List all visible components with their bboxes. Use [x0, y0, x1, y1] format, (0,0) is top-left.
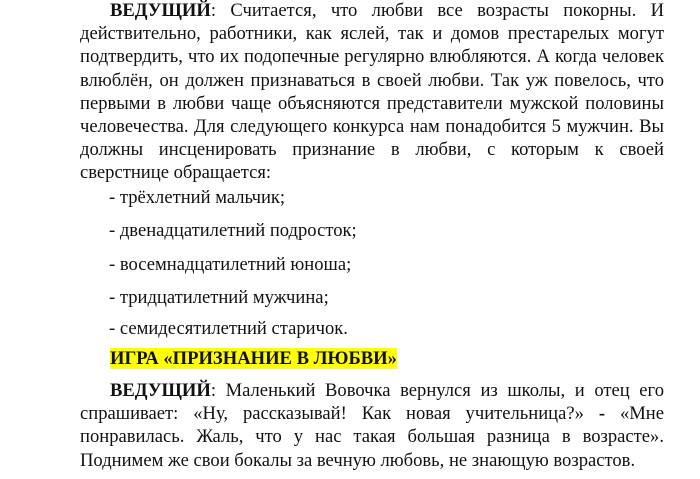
list-item: - семидесятилетний старичок. [109, 318, 348, 339]
paragraph-text: Считается, что любви все возрасты покорны. И действительно, работники, как яслей, так и домов престарелых могут подтвердить, что их подопечные регулярно влюбляются. А когда человек влюблён, он должен признаваться в своей любви. Так уж повелось, что первыми в любви чаще объясняются представители мужской половины человечества. Для следующего конкурса нам понадобится 5 мужчин. Вы должны инсценировать признание в любви, с которым к своей сверстнице обращается: [80, 0, 664, 184]
list-item: - трёхлетний мальчик; [109, 187, 286, 208]
speaker-colon: : [210, 380, 216, 401]
dialogue-dash: - [598, 403, 606, 425]
speaker-colon: : [210, 0, 216, 21]
highlighted-heading-text: ИГРА «ПРИЗНАНИЕ В ЛЮБВИ» [110, 348, 397, 369]
speaker-label: ВЕДУЩИЙ [110, 380, 211, 401]
paragraph-text: Маленький Вовочка вернулся из школы, и отец его спрашивает: «Ну, рассказывай! Как новая учительница?» [80, 380, 664, 425]
list-item: - двенадцатилетний подросток; [109, 220, 357, 241]
game-heading [110, 348, 397, 370]
host-paragraph-toast [80, 379, 664, 472]
paragraph-text: «Мне понравилась. Жаль, что у нас такая большая разница в возрасте». Поднимем же свои бокалы за вечную любовь, не знающую возрастов. [80, 403, 664, 471]
list-item: - восемнадцатилетний юноша; [109, 254, 352, 275]
host-paragraph-intro [80, 0, 664, 185]
list-item: - тридцатилетний мужчина; [109, 287, 329, 308]
speaker-label: ВЕДУЩИЙ [110, 0, 211, 21]
